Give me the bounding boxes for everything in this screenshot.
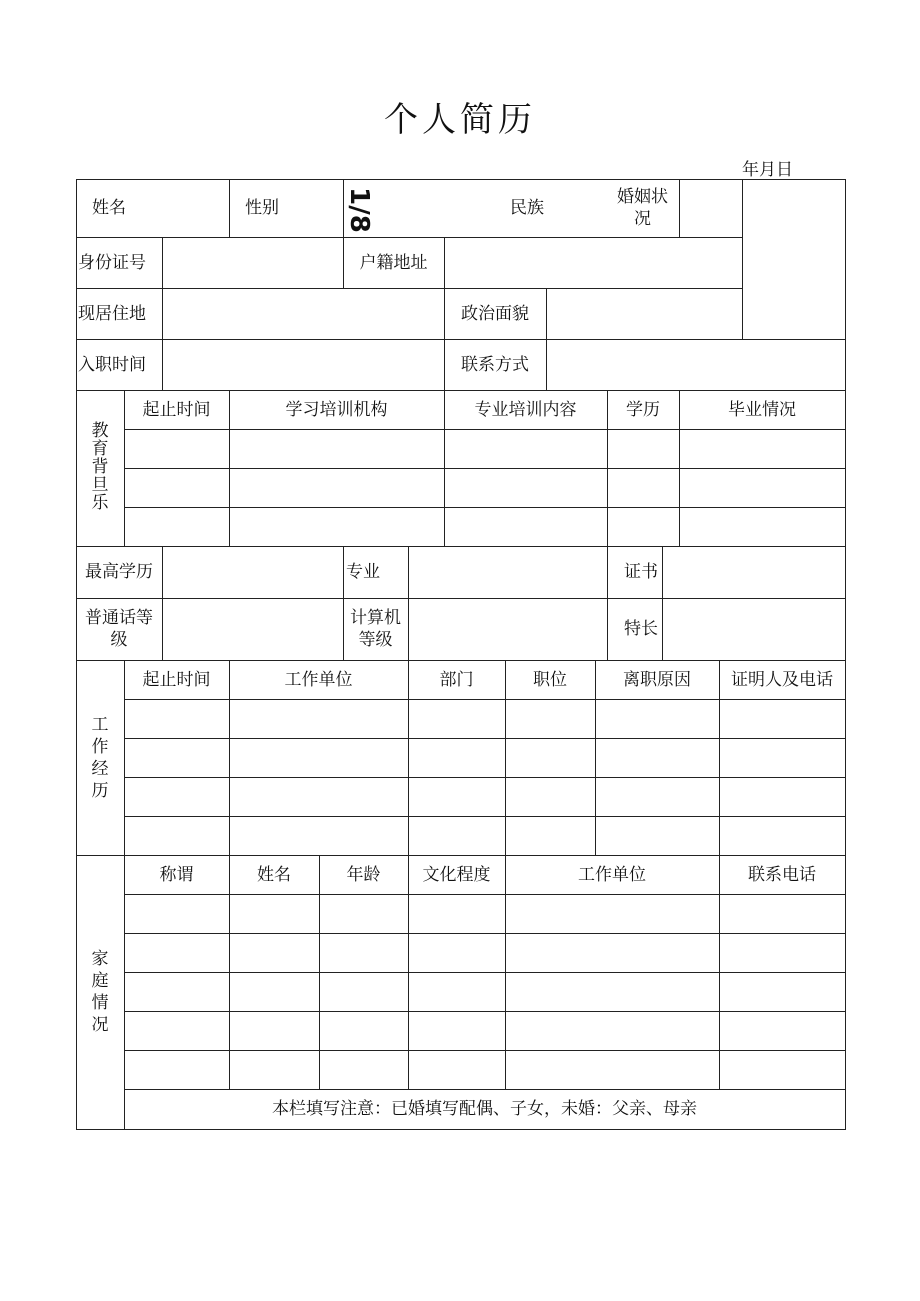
work-header-department: 部门 xyxy=(439,669,474,690)
edu-header-graduation: 毕业情况 xyxy=(728,399,796,420)
highest-degree-input[interactable] xyxy=(162,546,343,598)
photo-box[interactable] xyxy=(742,179,845,339)
education-label-char: 乐 xyxy=(91,493,109,513)
work-label-char: 历 xyxy=(91,780,109,801)
edu-header-content: 专业培训内容 xyxy=(474,399,577,420)
family-header-relation: 称谓 xyxy=(159,864,194,885)
residence-label: 现居住地 xyxy=(78,303,146,324)
family-label-char: 情 xyxy=(91,993,109,1013)
work-label-char: 经 xyxy=(91,758,109,779)
family-header-education: 文化程度 xyxy=(422,864,491,885)
gender-label: 性别 xyxy=(245,198,279,218)
work-header-leave-reason: 离职原因 xyxy=(623,669,691,690)
major-label: 专业 xyxy=(346,562,380,582)
edu-header-institution: 学习培训机构 xyxy=(285,399,388,420)
specialty-input[interactable] xyxy=(662,598,845,660)
work-label-char: 作 xyxy=(91,736,109,757)
marital-status-input[interactable] xyxy=(679,179,742,237)
contact-input[interactable] xyxy=(546,339,845,390)
residence-input[interactable] xyxy=(162,288,444,339)
id-number-label: 身份证号 xyxy=(78,252,146,273)
mandarin-level-input[interactable] xyxy=(162,598,343,660)
work-header-position: 职位 xyxy=(533,669,567,690)
family-header-name: 姓名 xyxy=(257,864,291,885)
education-label-char: 旦 xyxy=(91,475,109,495)
edu-header-degree: 学历 xyxy=(626,399,660,420)
work-entries[interactable] xyxy=(124,699,845,855)
edu-header-period: 起止时间 xyxy=(142,399,211,420)
family-header-age: 年龄 xyxy=(346,864,381,885)
family-header-phone: 联系电话 xyxy=(748,864,816,885)
political-status-label: 政治面貌 xyxy=(461,303,529,324)
work-label-char: 工 xyxy=(91,714,109,735)
work-header-reference: 证明人及电话 xyxy=(731,669,833,690)
page-title: 个人简历 xyxy=(384,100,536,140)
computer-level-input[interactable] xyxy=(408,598,607,660)
page-indicator: 1/8 xyxy=(344,187,374,233)
work-header-period: 起止时间 xyxy=(142,669,211,690)
family-label-char: 庭 xyxy=(91,971,109,991)
marital-label-line1: 婚姻状 xyxy=(617,187,668,207)
name-label: 姓名 xyxy=(92,198,126,218)
work-section-label xyxy=(76,660,124,855)
family-label-char: 况 xyxy=(91,1015,109,1035)
certificate-input[interactable] xyxy=(662,546,845,598)
computer-label-line2: 等级 xyxy=(358,630,393,650)
family-section-label xyxy=(76,855,124,1129)
ethnicity-label: 民族 xyxy=(510,198,544,218)
household-address-input[interactable] xyxy=(444,237,742,288)
marital-status-label xyxy=(606,179,679,237)
family-header-employer: 工作单位 xyxy=(578,864,646,885)
family-label-char: 家 xyxy=(91,949,109,969)
hire-date-label: 入职时间 xyxy=(78,354,146,375)
marital-label-line2: 况 xyxy=(634,209,651,229)
education-section-label xyxy=(76,422,124,514)
certificate-label: 证书 xyxy=(624,562,658,582)
education-label-char: 背 xyxy=(91,457,109,477)
family-entries[interactable] xyxy=(124,894,845,1089)
id-number-input[interactable] xyxy=(162,237,343,288)
name-input[interactable] xyxy=(229,179,343,237)
mandarin-level-label xyxy=(76,598,162,660)
work-header-employer: 工作单位 xyxy=(284,669,353,690)
household-address-label: 户籍地址 xyxy=(359,252,428,273)
family-note: 本栏填写注意：已婚填写配偶、子女，未婚：父亲、母亲 xyxy=(272,1099,697,1119)
mandarin-label-line2: 级 xyxy=(110,630,128,650)
highest-degree-label: 最高学历 xyxy=(85,562,153,582)
education-label-char: 育 xyxy=(91,439,109,459)
major-input[interactable] xyxy=(408,546,607,598)
mandarin-label-line1: 普通话等 xyxy=(85,608,153,628)
contact-label: 联系方式 xyxy=(461,354,529,375)
education-label-char: 教 xyxy=(91,421,109,441)
hire-date-input[interactable] xyxy=(162,339,444,390)
political-status-input[interactable] xyxy=(546,288,742,339)
computer-level-label xyxy=(343,598,408,660)
computer-label-line1: 计算机 xyxy=(350,608,401,628)
education-entries[interactable] xyxy=(124,429,845,546)
specialty-label: 特长 xyxy=(624,619,658,639)
date-label: 年月日 xyxy=(742,160,793,180)
